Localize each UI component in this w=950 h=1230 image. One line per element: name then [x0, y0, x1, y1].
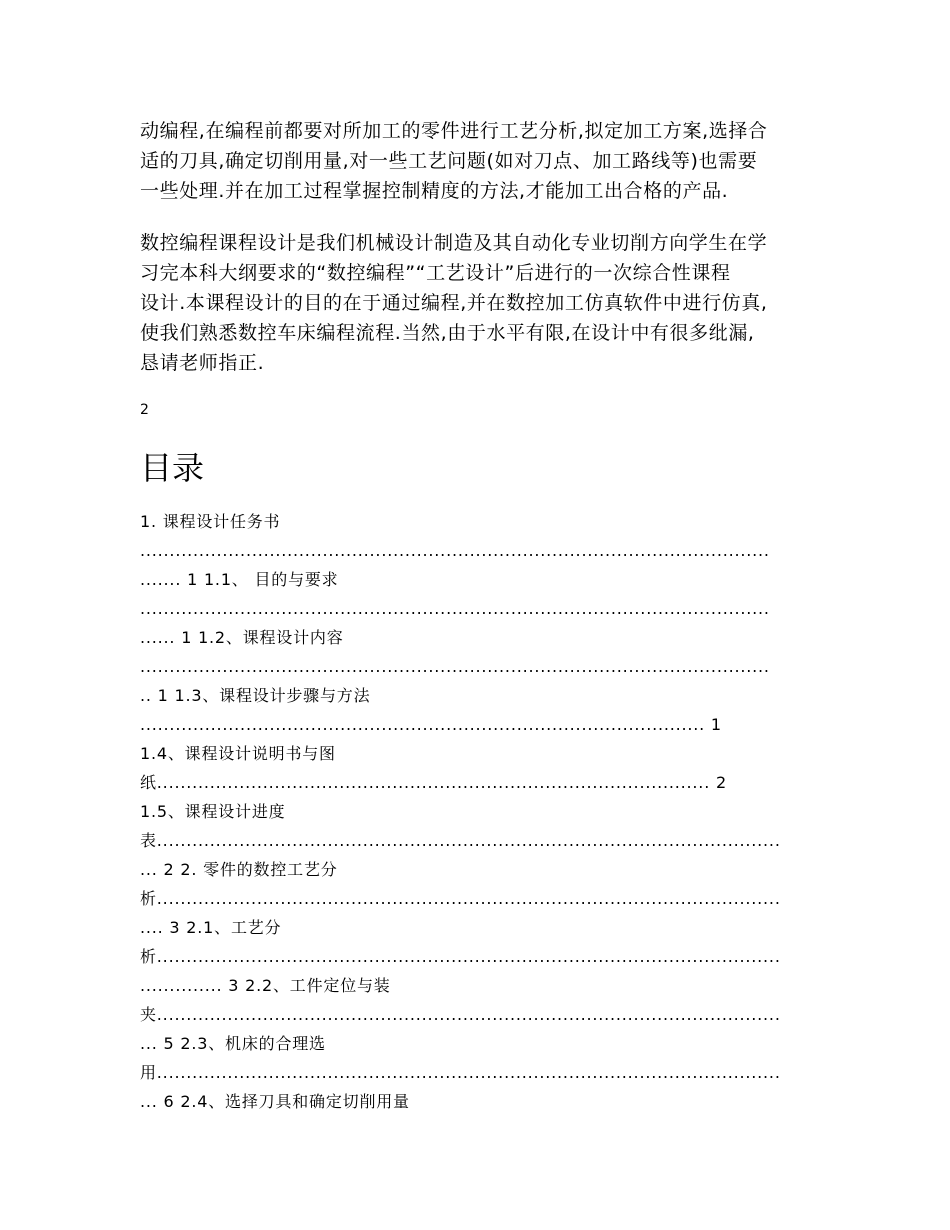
toc-line[interactable]: ...... 1 1.2、课程设计内容 — [140, 628, 344, 647]
toc-line[interactable]: 夹.......................................................................................................... — [140, 1005, 781, 1024]
toc-line[interactable]: 析.......................................................................................................... — [140, 947, 781, 966]
toc-line[interactable]: 纸.............................................................................................. 2 — [140, 773, 727, 792]
toc-line[interactable]: ........................................................................................................... — [140, 657, 770, 676]
toc-line[interactable]: .... 3 2.1、工艺分 — [140, 918, 282, 937]
toc-line[interactable]: 1. 课程设计任务书 — [140, 512, 281, 531]
toc-line[interactable]: 1.4、课程设计说明书与图 — [140, 744, 336, 763]
toc-line[interactable]: 1.5、课程设计进度 — [140, 802, 286, 821]
toc-line[interactable]: .............. 3 2.2、工件定位与装 — [140, 976, 391, 995]
paragraph-line: 使我们熟悉数控车床编程流程.当然,由于水平有限,在设计中有很多纰漏, — [140, 322, 755, 344]
paragraph-line: 一些处理.并在加工过程掌握控制精度的方法,才能加工出合格的产品. — [140, 180, 729, 202]
toc-line[interactable]: ........................................................................................................... — [140, 541, 770, 560]
toc-line[interactable]: ................................................................................................ 1 — [140, 715, 722, 734]
toc-line[interactable]: .. 1 1.3、课程设计步骤与方法 — [140, 686, 371, 705]
intro-paragraph-1 — [140, 116, 812, 206]
toc-line[interactable]: ... 5 2.3、机床的合理选 — [140, 1034, 326, 1053]
toc-line[interactable]: 析.......................................................................................................... — [140, 889, 781, 908]
paragraph-line: 动编程,在编程前都要对所加工的零件进行工艺分析,拟定加工方案,选择合 — [140, 120, 768, 142]
intro-paragraph-2 — [140, 228, 812, 378]
paragraph-line: 恳请老师指正. — [140, 352, 265, 374]
paragraph-line: 习完本科大纲要求的“数控编程”“工艺设计”后进行的一次综合性课程 — [140, 262, 731, 284]
page-number: 2 — [140, 402, 149, 418]
paragraph-line: 数控编程课程设计是我们机械设计制造及其自动化专业切削方向学生在学 — [140, 232, 768, 254]
toc-line[interactable]: 用.......................................................................................................... — [140, 1063, 781, 1082]
table-of-contents — [140, 507, 812, 1116]
toc-title: 目录 — [140, 449, 205, 487]
toc-line[interactable]: ....... 1 1.1、 目的与要求 — [140, 570, 339, 589]
paragraph-line: 适的刀具,确定切削用量,对一些工艺问题(如对刀点、加工路线等)也需要 — [140, 150, 758, 172]
paragraph-line: 设计.本课程设计的目的在于通过编程,并在数控加工仿真软件中进行仿真, — [140, 292, 768, 314]
toc-line[interactable]: ... 2 2. 零件的数控工艺分 — [140, 860, 338, 879]
toc-line[interactable]: 表.......................................................................................................... — [140, 831, 781, 850]
toc-line[interactable]: ........................................................................................................... — [140, 599, 770, 618]
toc-line[interactable]: ... 6 2.4、选择刀具和确定切削用量 — [140, 1092, 410, 1111]
